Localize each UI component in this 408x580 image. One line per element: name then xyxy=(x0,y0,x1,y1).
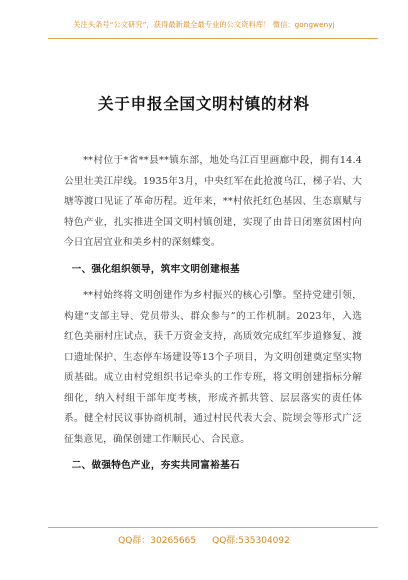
section-heading-1: 一、强化组织领导，筑牢文明创建根基 xyxy=(71,263,240,275)
footer-divider xyxy=(48,527,378,528)
paragraph-section-1: **村始终将文明创建作为乡村振兴的核心引擎。坚持党建引领，构建“支部主导、党员带头、群众参与”的工作机制。2023年，入选红色美丽村庄试点，获千万资金支持，高质效完成红军步道修复、渡口遗址保护、生态停车场建设等13个子项目，为文明创建奠定坚实物质基础。成立由村党组织书记牵头的工作专班，将文明创建指标分解细化，纳入村组干部年度考核，形成齐抓共管、层层落实的责任体系。健全村民议事协商机制，通过村民代表大会、院坝会等形式广泛征集意见，确保创建工作顺民心、合民意。 xyxy=(64,290,362,445)
section-heading-2: 二、做强特色产业，夯实共同富裕基石 xyxy=(71,460,240,471)
qq-group-1: QQ群：30265665 xyxy=(118,536,197,546)
footer-contact xyxy=(0,533,408,546)
header-divider xyxy=(48,38,378,39)
qq-group-2: QQ群:535304092 xyxy=(212,536,290,546)
promo-banner: 关注头条号“公文研究”，获得最新最全最专业的公文资料库！ 微信：gongwenyj xyxy=(73,20,335,29)
document-body xyxy=(64,151,362,477)
paragraph-intro: **村位于*省**县**镇东部，地处乌江百里画廊中段，拥有14.4公里壮美江岸线。1935年3月，中央红军在此抢渡乌江，梯子岩、大塘等渡口见证了革命历程。近年来，**村依托红色基因、生态禀赋与特色产业，扎实推进全国文明村镇创建，实现了由昔日闭塞贫困村向今日宜居宜业和美乡村的深刻蝶变。 xyxy=(64,155,362,248)
document-title: 关于申报全国文明村镇的材料 xyxy=(98,94,310,113)
